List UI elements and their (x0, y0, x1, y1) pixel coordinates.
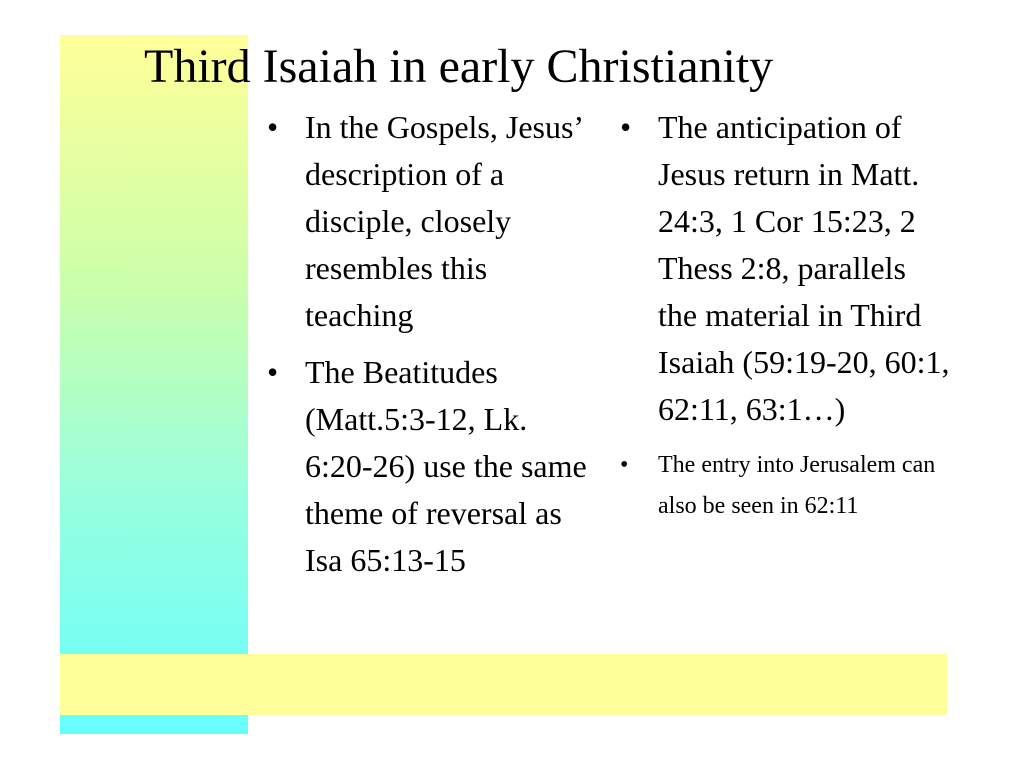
bullet-item (620, 104, 950, 433)
bullet-text: The anticipation of Jesus return in Matt. 24:3, 1 Cor 15:23, 2 Thess 2:8, parallels the material in Third Isaiah (59:19-20, 60:1, 62:11, 63:1…) (658, 109, 950, 427)
bullet-text: In the Gospels, Jesus’ description of a disciple, closely resembles this teaching (305, 109, 582, 333)
bullet-item (267, 349, 587, 584)
bullet-marker: • (267, 354, 279, 390)
bullet-marker: • (620, 452, 629, 478)
bullet-item (267, 104, 587, 339)
left-bullet-list (267, 104, 587, 584)
bullet-marker: • (267, 109, 279, 145)
bullet-text: The Beatitudes (Matt.5:3-12, Lk. 6:20-26) use the same theme of reversal as Isa 65:13-15 (305, 354, 587, 578)
decorative-yellow-band (60, 654, 947, 715)
bullet-text: The entry into Jerusalem can also be seen in 62:11 (658, 452, 936, 519)
slide-title: Third Isaiah in early Christianity (144, 40, 774, 93)
right-bullet-list (620, 104, 950, 527)
bullet-item (620, 445, 950, 527)
decorative-gradient-bar (60, 35, 248, 734)
bullet-marker: • (620, 109, 632, 145)
